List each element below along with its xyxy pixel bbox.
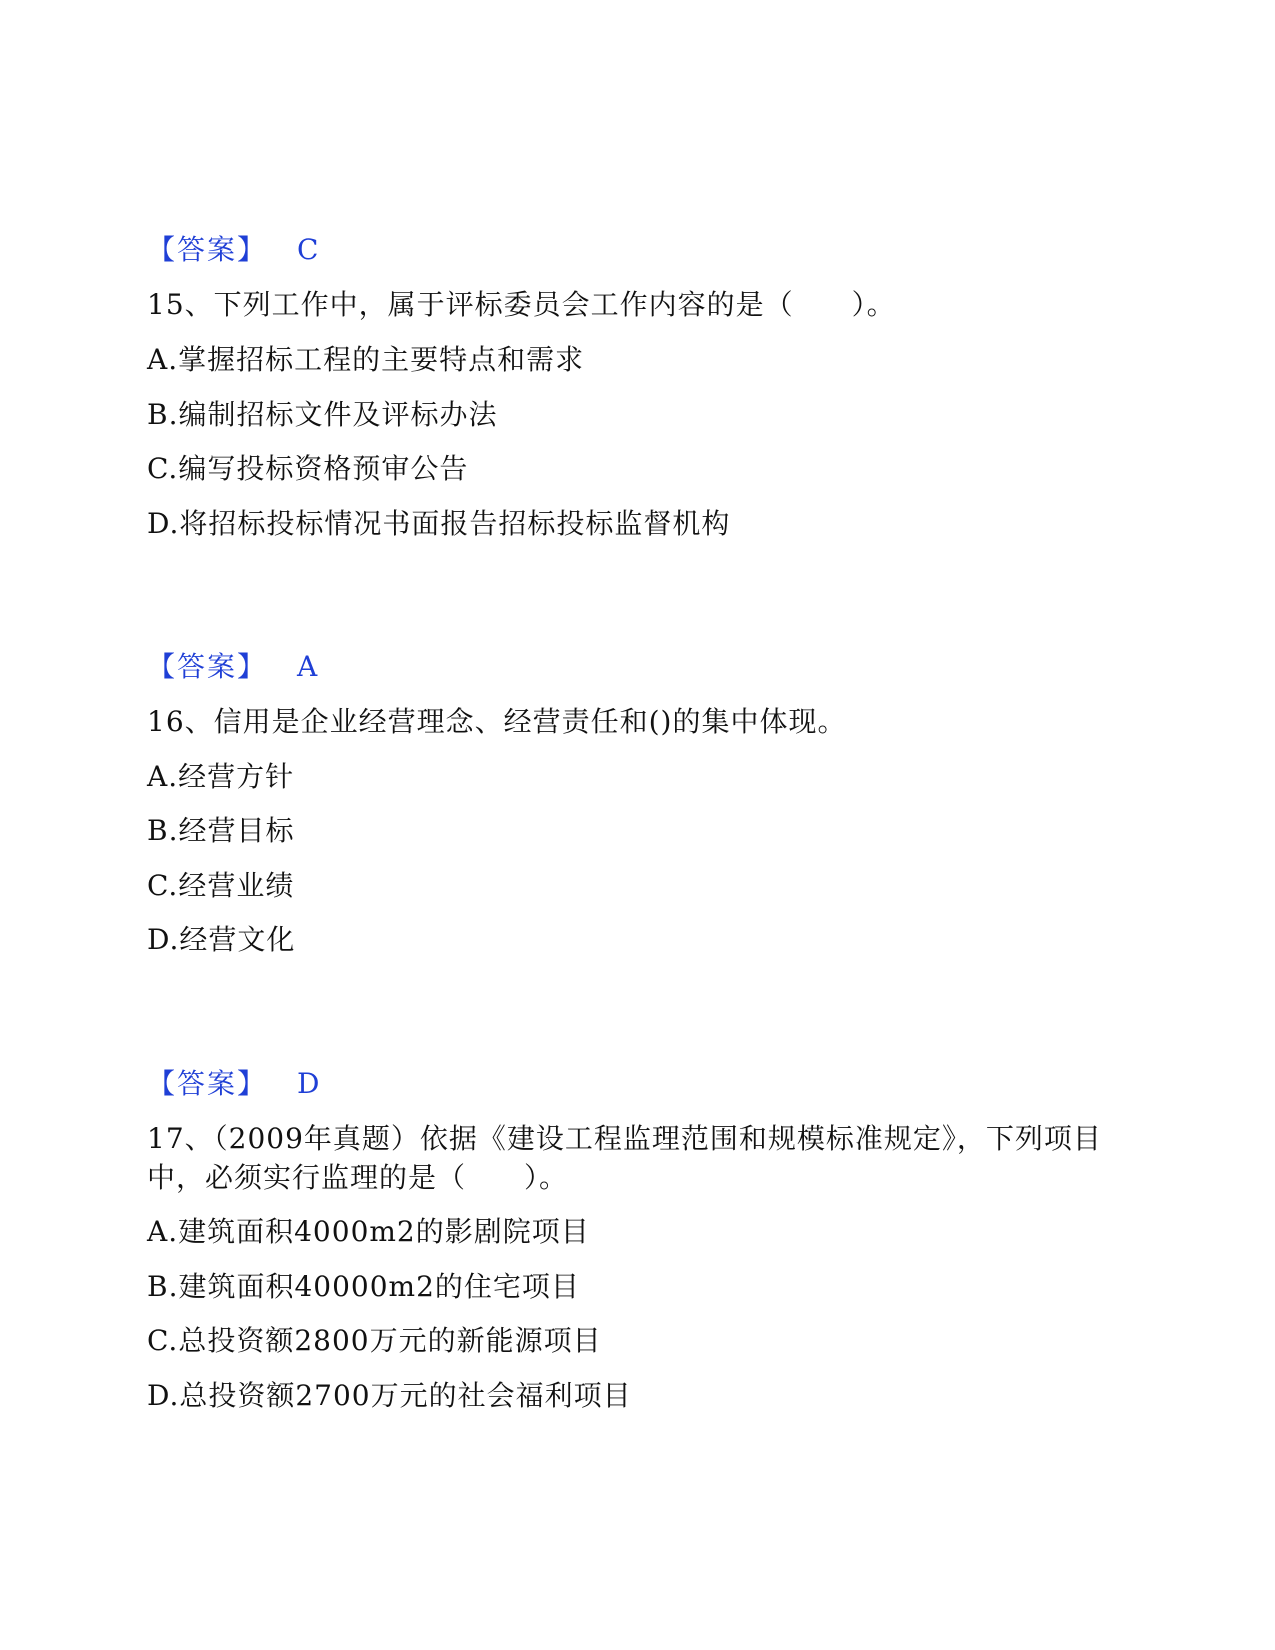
- answer-row: [147, 647, 318, 687]
- answer-row: [147, 1064, 320, 1104]
- answer-value: C: [297, 233, 319, 266]
- answer-label: 【答案】: [147, 233, 268, 266]
- question-text-line-2: 中，必须实行监理的是（ ）。: [147, 1161, 569, 1194]
- option-b: B.建筑面积40000m2的住宅项目: [147, 1270, 580, 1303]
- option-c: C.经营业绩: [147, 869, 295, 902]
- option-d: D.总投资额2700万元的社会福利项目: [147, 1379, 632, 1412]
- answer-value: A: [297, 650, 318, 683]
- answer-label: 【答案】: [147, 650, 268, 683]
- option-a: A.经营方针: [147, 760, 295, 793]
- question-text-line-1: 17、（2009年真题）依据《建设工程监理范围和规模标准规定》，下列项目: [147, 1122, 1102, 1155]
- option-a: A.建筑面积4000m2的影剧院项目: [147, 1215, 590, 1248]
- option-d: D.经营文化: [147, 923, 296, 956]
- option-b: B.编制招标文件及评标办法: [147, 398, 498, 431]
- option-a: A.掌握招标工程的主要特点和需求: [147, 343, 585, 376]
- answer-value: D: [297, 1067, 320, 1100]
- option-c: C.总投资额2800万元的新能源项目: [147, 1324, 602, 1357]
- option-b: B.经营目标: [147, 814, 295, 847]
- answer-label: 【答案】: [147, 1067, 268, 1100]
- question-text: 15、下列工作中，属于评标委员会工作内容的是（ ）。: [147, 288, 896, 321]
- option-c: C.编写投标资格预审公告: [147, 452, 469, 485]
- question-text: 16、信用是企业经营理念、经营责任和()的集中体现。: [147, 705, 847, 738]
- option-d: D.将招标投标情况书面报告招标投标监督机构: [147, 507, 731, 540]
- answer-row: [147, 230, 319, 270]
